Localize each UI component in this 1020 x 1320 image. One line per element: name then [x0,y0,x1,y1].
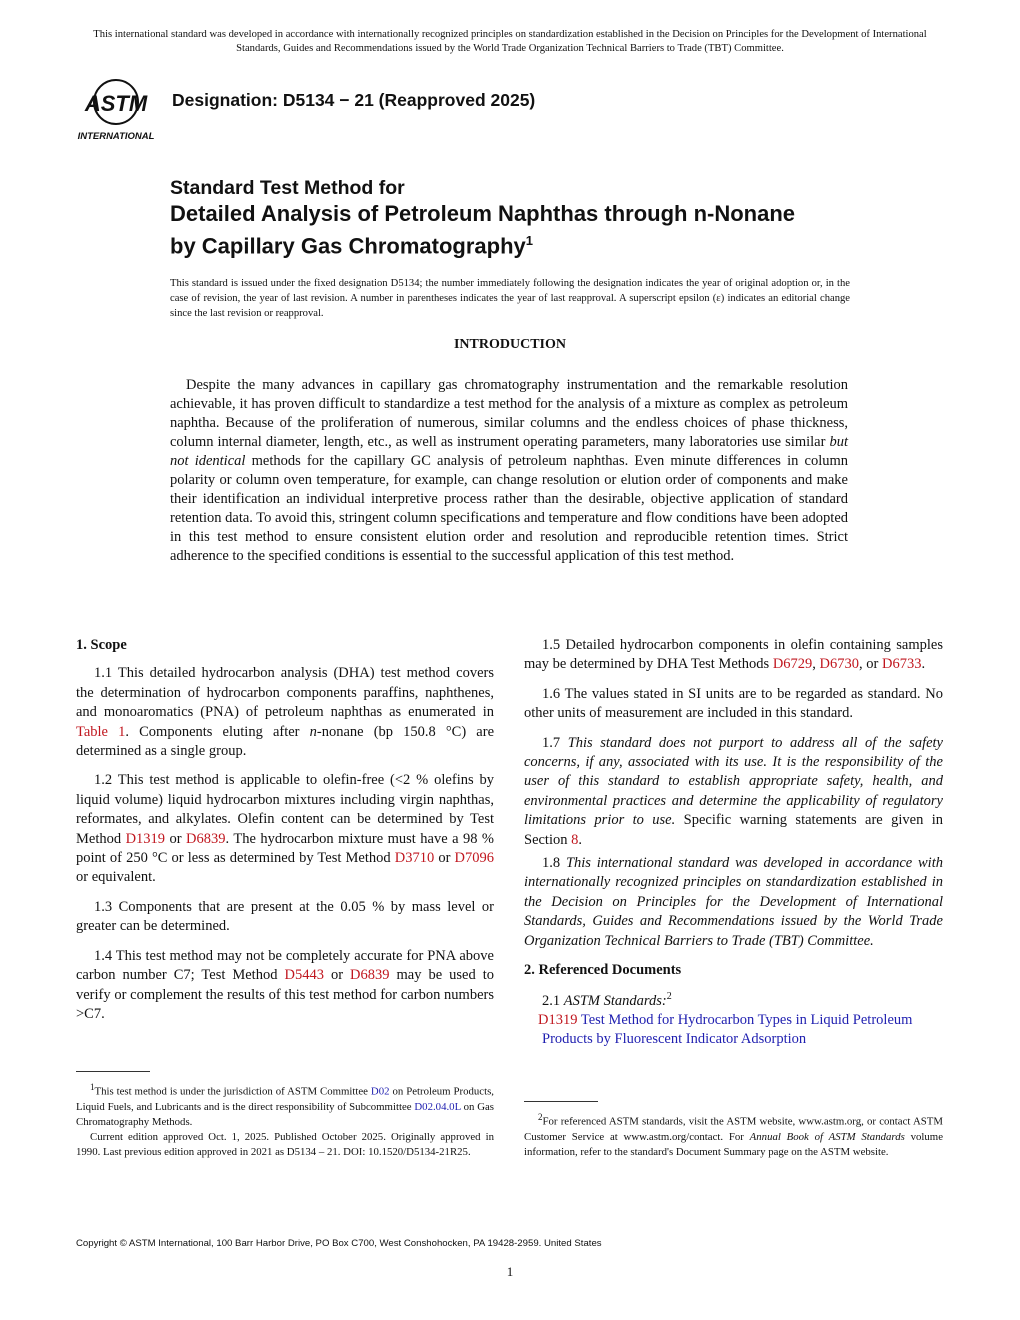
d5443-link[interactable]: D5443 [284,967,324,984]
d6839-link[interactable]: D6839 [186,830,226,847]
astm-logo [76,76,162,146]
d7096-link[interactable]: D7096 [454,850,494,867]
tbt-notice: This international standard was developed in accordance with internationally recognized principles on standardization established in the Decision on Principles for the Development of International Standards, Guides and Recommendations issued by the World Trade Organization Technical Barriers to Trade (TBT) Committee. [93,29,927,54]
section-1-4: 1.4 This test method may not be completely accurate for PNA above carbon number C7; Test Method D5443 or D6839 may be used to verify or complement the results of this test method for carbon numbers >C7. [76,947,495,1022]
title-footnote-ref[interactable]: 1 [525,233,533,248]
d02-link[interactable]: D02 [370,1085,390,1098]
introduction-text: Despite the many advances in capillary gas chromatography instrumentation and the remarkable resolution achievable, it has proven difficult to standardize a test method for the analysis of a mixture as complex as petroleum naphtha. Because of the proliferation of numerous, similar columns and the endless choices of phase thickness, column internal diameter, length, etc., as well as instrument operating parameters, many laboratories use similar but not identical methods for the capillary GC analysis of petroleum naphthas. Even minute differences in column polarity or column oven temperature, for example, can change resolution or elution order of components and make their identification an individual interpretive process rather than the desirable, objective application of standard retention data. To avoid this, stringent column specifications and temperature and flow conditions have been adopted in this test method to ensure consistent elution order and resolution and reproducible retention times. Strict adherence to the specified conditions is essential to the successful application of this test method. [170,377,849,564]
referenced-documents-heading: 2. Referenced Documents [524,962,682,979]
section-1-3: 1.3 Components that are present at the 0.05 % by mass level or greater can be determined. [76,898,494,935]
title-line-1: Standard Test Method for [170,177,405,199]
d6733-link[interactable]: D6733 [882,656,922,673]
section-1-5: 1.5 Detailed hydrocarbon components in olefin containing samples may be determined by DHA Test Methods D6729, D6730, or D6733. [524,637,943,673]
left-column [76,636,494,1024]
footnote-2: $^2$For referenced ASTM standards, visit the ASTM website, www.astm.org, or contact ASTM Customer Service at www.astm.org/contact. For Annual Book of ASTM Standards volume information, refer to the standard's Document Summary page on the ASTM website. [524,1112,943,1158]
introduction-heading: INTRODUCTION [453,337,566,352]
right-column [524,636,943,1050]
d1319-reference-code[interactable]: D1319 [538,1011,578,1028]
section-8-link[interactable]: 8 [571,831,579,848]
d3710-link[interactable]: D3710 [394,850,435,867]
section-1-2: 1.2 This test method is applicable to olefin-free (<2 % olefins by liquid volume) liquid hydrocarbon mixtures including virgin naphthas, reformates, and alkylates. Olefin content can be determined by Test Method D1319 or D6839. The hydrocarbon mixture must have a 98 % point of 250 °C or less as determined by Test Method D3710 or D7096 or equivalent. [76,772,495,886]
document-title [170,176,930,259]
d6730-link[interactable]: D6730 [819,656,860,673]
section-1-8: 1.8 This international standard was developed in accordance with internationally recognized principles on standardization established in the Decision on Principles for the Development of International Standards, Guides and Recommendations issued by the World Trade Organization Technical Barriers to Trade (TBT) Committee. [524,855,943,949]
d1319-reference[interactable] [524,1011,943,1050]
d1319-reference-title[interactable]: Test Method for Hydrocarbon Types in Liquid Petroleum Products by Fluorescent Indicator Adsorption [542,1011,913,1048]
d1319-link[interactable]: D1319 [125,830,166,847]
d02-04-0l-link[interactable]: D02.04.0L [414,1100,461,1113]
title-line-2: Detailed Analysis of Petroleum Naphthas through n-Nonane [170,201,796,226]
footnote-divider-2 [524,1101,598,1102]
section-1-7: 1.7 This standard does not purport to address all of the safety concerns, if any, associated with its use. It is the responsibility of the user of this standard to establish appropriate safety, health, and environmental practices and determine the applicability of regulatory limitations prior to use. Specific warning statements are given in Section 8. [524,734,943,848]
footnote-1: $^1$This test method is under the jurisdiction of ASTM Committee D02 on Petroleum Products, Liquid Fuels, and Lubricants and is the direct responsibility of Subcommittee D02.04.0L on Gas Chromatography Methods. Current edition approved Oct. 1, 2025. Published October 2025. Originally approved in 1990. Last previous edition approved in 2021 as D5134 – 21. DOI: 10.1520/D5134-21R25. [76,1082,494,1158]
issuance-statement: This standard is issued under the fixed designation D5134; the number immediately following the designation indicates the year of original adoption or, in the case of revision, the year of last revision. A number in parentheses indicates the year of last reapproval. A superscript epsilon (ε) indicates an editorial change since the last revision or reapproval. [170,278,850,320]
page-number: 1 [506,1264,514,1279]
section-2-1: 2.1 ASTM Standards:$^2$ [542,990,672,1009]
logo-letters: ASTM [84,91,148,116]
section-1-6: 1.6 The values stated in SI units are to be regarded as standard. No other units of measurement are included in this standard. [524,685,943,722]
footnote-divider [76,1071,150,1072]
copyright-line: Copyright © ASTM International, 100 Barr Harbor Drive, PO Box C700, West Conshohocken, PA 19428-2959. United States [76,1238,602,1249]
logo-international: INTERNATIONAL [77,131,155,142]
section-1-1: 1.1 This detailed hydrocarbon analysis (DHA) test method covers the determination of hydrocarbon components paraffins, naphthenes, and monoaromatics (PNA) of petroleum naphthas as enumerated in Table 1. Components eluting after n-nonane (bp 150.8 °C) are determined as a single group. [76,665,495,760]
d6839-link-2[interactable]: D6839 [350,967,390,984]
title-line-3: by Capillary Gas Chromatography [170,233,526,259]
scope-heading: 1. Scope [76,637,127,653]
d6729-link[interactable]: D6729 [772,656,813,673]
table-1-link[interactable]: Table 1 [76,723,126,740]
designation: Designation: D5134 − 21 (Reapproved 2025) [172,90,536,110]
